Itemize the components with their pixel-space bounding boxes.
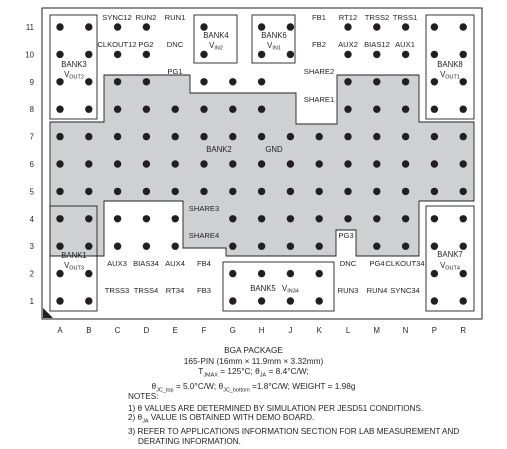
column-labels — [57, 326, 466, 335]
ball-G5 — [229, 188, 236, 195]
row-label-4: 4 — [29, 214, 34, 224]
ball-M4 — [373, 215, 380, 222]
pin-label-pg1: PG1 — [167, 67, 183, 76]
ball-B11 — [85, 23, 92, 30]
row-label-9: 9 — [29, 77, 34, 87]
ball-J2 — [287, 270, 294, 277]
pin-label-run2: RUN2 — [135, 13, 157, 22]
ball-R1 — [460, 297, 467, 304]
note-1: 1) θ VALUES ARE DETERMINED BY SIMULATION PER JESD51 CONDITIONS. — [128, 403, 424, 413]
note-3-cont: DERATING INFORMATION. — [138, 437, 241, 447]
caption-thermal-2: $\theta_{JC\_top} = 5.0^\circ C/W$; $\theta_{JC\_bottom} =1.8^\circ C/W$; WEIGHT = 1.98g — [151, 381, 356, 394]
ball-N3 — [402, 243, 409, 250]
ball-N8 — [402, 106, 409, 113]
ball-M6 — [373, 160, 380, 167]
package-caption — [0, 345, 507, 396]
column-label-H: H — [258, 326, 265, 335]
row-label-10: 10 — [25, 50, 34, 60]
pin-label-trss4: TRSS4 — [133, 286, 159, 295]
ball-B2 — [85, 270, 92, 277]
pin-label-share2: SHARE2 — [303, 67, 335, 76]
ball-H9 — [258, 78, 265, 85]
bank8-voltage: VOUT1 — [440, 70, 460, 81]
ball-E8 — [172, 106, 179, 113]
ball-R4 — [460, 215, 467, 222]
ball-N11 — [402, 23, 409, 30]
ball-G9 — [229, 78, 236, 85]
caption-dimensions: 165-PIN (16mm × 11.9mm × 3.32mm) — [183, 355, 324, 366]
ball-H4 — [258, 215, 265, 222]
ball-C9 — [114, 78, 121, 85]
ball-F11 — [200, 23, 207, 30]
ball-A3 — [56, 243, 63, 250]
ball-A5 — [56, 188, 63, 195]
pin-label-bias12: BIAS12 — [364, 40, 390, 49]
column-label-J: J — [288, 326, 293, 335]
ball-B4 — [85, 215, 92, 222]
ball-R8 — [460, 106, 467, 113]
pin-label-trss2: TRSS2 — [364, 13, 390, 22]
ball-B10 — [85, 51, 92, 58]
bank5-label: BANK5 — [250, 284, 276, 293]
column-label-R: R — [460, 326, 467, 335]
ball-A1 — [56, 297, 63, 304]
ball-E6 — [172, 160, 179, 167]
column-label-E: E — [172, 326, 178, 335]
ball-J11 — [287, 23, 294, 30]
ball-A8 — [56, 106, 63, 113]
pin-label-aux1: AUX1 — [395, 40, 415, 49]
pin-label-fb1: FB1 — [312, 13, 326, 22]
gnd-label: GND — [265, 145, 283, 154]
ball-D11 — [143, 23, 150, 30]
ball-A11 — [56, 23, 63, 30]
ball-D4 — [143, 215, 150, 222]
ball-A4 — [56, 215, 63, 222]
ball-R5 — [460, 188, 467, 195]
bank7-label: BANK7 — [437, 250, 463, 259]
ball-G3 — [229, 243, 236, 250]
ball-F10 — [200, 51, 207, 58]
ball-E7 — [172, 133, 179, 140]
row-label-8: 8 — [29, 105, 34, 115]
ball-L4 — [344, 215, 351, 222]
ball-R7 — [460, 133, 467, 140]
ball-D8 — [143, 106, 150, 113]
ball-L7 — [344, 133, 351, 140]
column-label-C: C — [114, 326, 121, 335]
ball-M3 — [373, 243, 380, 250]
ball-A2 — [56, 270, 63, 277]
ball-M9 — [373, 78, 380, 85]
ball-F6 — [200, 160, 207, 167]
ball-M8 — [373, 106, 380, 113]
ball-P5 — [431, 188, 438, 195]
note-3: 3) REFER TO APPLICATIONS INFORMATION SECTION FOR LAB MEASUREMENT AND — [128, 427, 460, 437]
ball-N10 — [402, 51, 409, 58]
ball-A9 — [56, 78, 63, 85]
ball-J1 — [287, 297, 294, 304]
notes — [128, 392, 459, 447]
ball-R2 — [460, 270, 467, 277]
ball-H3 — [258, 243, 265, 250]
ball-P9 — [431, 78, 438, 85]
ball-P8 — [431, 106, 438, 113]
column-label-G: G — [229, 326, 236, 335]
pin-label-clkout34: CLKOUT34 — [385, 259, 425, 268]
ball-A7 — [56, 133, 63, 140]
bank4-label: BANK4 — [203, 31, 229, 40]
ball-J6 — [287, 160, 294, 167]
ball-B3 — [85, 243, 92, 250]
ball-G7 — [229, 133, 236, 140]
ball-K3 — [316, 243, 323, 250]
bank4-voltage: VIN2 — [209, 41, 223, 52]
row-label-2: 2 — [29, 269, 34, 279]
row-label-7: 7 — [29, 132, 34, 142]
ball-C6 — [114, 160, 121, 167]
ball-H7 — [258, 133, 265, 140]
ball-G2 — [229, 270, 236, 277]
ball-P6 — [431, 160, 438, 167]
ball-L8 — [344, 106, 351, 113]
ball-H1 — [258, 297, 265, 304]
ball-B6 — [85, 160, 92, 167]
ball-K5 — [316, 188, 323, 195]
ball-H2 — [258, 270, 265, 277]
ball-C8 — [114, 106, 121, 113]
ball-F5 — [200, 188, 207, 195]
ball-E3 — [172, 243, 179, 250]
pin-label-clkout12: CLKOUT12 — [97, 40, 137, 49]
bank6-label: BANK6 — [261, 31, 287, 40]
pin-label-fb2: FB2 — [312, 40, 326, 49]
column-label-K: K — [316, 326, 322, 335]
ball-C10 — [114, 51, 121, 58]
ball-D10 — [143, 51, 150, 58]
pin-label-pg2: PG2 — [138, 40, 154, 49]
ball-D5 — [143, 188, 150, 195]
ball-L9 — [344, 78, 351, 85]
ball-G4 — [229, 215, 236, 222]
column-label-A: A — [57, 326, 63, 335]
ball-L11 — [344, 23, 351, 30]
ball-R6 — [460, 160, 467, 167]
ball-L6 — [344, 160, 351, 167]
bank2-label: BANK2 — [206, 145, 232, 154]
pin-label-fb3: FB3 — [197, 286, 211, 295]
ball-E4 — [172, 215, 179, 222]
pin-label-trss1: TRSS1 — [392, 13, 418, 22]
pin-label-share3: SHARE3 — [188, 204, 220, 213]
ball-M7 — [373, 133, 380, 140]
bank3-voltage: VOUT2 — [64, 70, 84, 81]
pin-label-aux4: AUX4 — [165, 259, 185, 268]
pin-label-share1: SHARE1 — [303, 95, 335, 104]
ball-G8 — [229, 106, 236, 113]
ball-N7 — [402, 133, 409, 140]
ball-K4 — [316, 215, 323, 222]
ball-H8 — [258, 106, 265, 113]
ball-C5 — [114, 188, 121, 195]
column-label-F: F — [201, 326, 207, 335]
ball-F8 — [200, 106, 207, 113]
ball-K1 — [316, 297, 323, 304]
row-label-6: 6 — [29, 160, 34, 169]
bank1-voltage: VOUT3 — [64, 261, 84, 272]
row-label-11: 11 — [25, 23, 34, 32]
ball-A6 — [56, 160, 63, 167]
ball-J5 — [287, 188, 294, 195]
column-label-P: P — [431, 326, 438, 335]
pin-label-run4: RUN4 — [366, 286, 388, 295]
row-label-1: 1 — [29, 297, 34, 306]
bank3-label: BANK3 — [61, 60, 87, 69]
ball-J7 — [287, 133, 294, 140]
row-label-5: 5 — [29, 187, 34, 197]
ball-B5 — [85, 188, 92, 195]
ball-D9 — [143, 78, 150, 85]
ball-M5 — [373, 188, 380, 195]
ball-R11 — [460, 23, 467, 30]
bank7-voltage: VOUT4 — [440, 261, 460, 272]
ball-C3 — [114, 243, 121, 250]
ball-A10 — [56, 51, 63, 58]
ball-M11 — [373, 23, 380, 30]
row-label-3: 3 — [29, 242, 34, 252]
ball-N5 — [402, 188, 409, 195]
ball-J3 — [287, 243, 294, 250]
ball-R10 — [460, 51, 467, 58]
ball-P10 — [431, 51, 438, 58]
ball-B9 — [85, 78, 92, 85]
ball-F7 — [200, 133, 207, 140]
ball-N4 — [402, 215, 409, 222]
pin-label-pg4: PG4 — [369, 259, 385, 268]
ball-C7 — [114, 133, 121, 140]
note-2: 2) $\theta_{JA}$ VALUE IS OBTAINED WITH DEMO BOARD. — [128, 413, 315, 425]
pin-label-sync34: SYNC34 — [390, 286, 420, 295]
ball-H6 — [258, 160, 265, 167]
bank5-voltage: VIN34 — [282, 284, 299, 295]
ball-K2 — [316, 270, 323, 277]
ball-J4 — [287, 215, 294, 222]
caption-title: BGA PACKAGE — [224, 345, 283, 355]
column-label-M: M — [373, 326, 381, 335]
ball-C4 — [114, 215, 121, 222]
column-label-B: B — [86, 326, 92, 335]
ball-P2 — [431, 270, 438, 277]
ball-E5 — [172, 188, 179, 195]
ball-P4 — [431, 215, 438, 222]
ball-D3 — [143, 243, 150, 250]
ball-D6 — [143, 160, 150, 167]
ball-H5 — [258, 188, 265, 195]
bank1-label: BANK1 — [61, 251, 87, 260]
column-label-D: D — [143, 326, 150, 335]
ball-K6 — [316, 160, 323, 167]
column-label-L: L — [345, 326, 351, 335]
pin-label-rt34: RT34 — [165, 286, 185, 295]
pin-label-share4: SHARE4 — [188, 231, 220, 240]
pin-label-dnc-top: DNC — [166, 40, 184, 49]
pin-label-pg3: PG3 — [338, 231, 354, 240]
bank8-label: BANK8 — [437, 60, 463, 69]
ball-K7 — [316, 133, 323, 140]
bank6-voltage: VIN1 — [267, 41, 281, 52]
ball-B1 — [85, 297, 92, 304]
pin-label-aux3: AUX3 — [107, 259, 127, 268]
pin-label-fb4: FB4 — [197, 259, 211, 268]
ball-N9 — [402, 78, 409, 85]
ball-H10 — [258, 51, 265, 58]
ball-F9 — [200, 78, 207, 85]
ball-M10 — [373, 51, 380, 58]
pin-label-run1: RUN1 — [164, 13, 186, 22]
pin-label-trss3: TRSS3 — [104, 286, 130, 295]
ball-C11 — [114, 23, 121, 30]
pin-label-dnc-bottom: DNC — [339, 259, 357, 268]
ball-P7 — [431, 133, 438, 140]
ball-P11 — [431, 23, 438, 30]
notes-title: NOTES: — [128, 392, 159, 401]
pin-label-aux2: AUX2 — [338, 40, 358, 49]
ball-L5 — [344, 188, 351, 195]
ball-D7 — [143, 133, 150, 140]
ball-G1 — [229, 297, 236, 304]
ball-B8 — [85, 106, 92, 113]
pin-label-run3: RUN3 — [337, 286, 359, 295]
column-label-N: N — [402, 326, 409, 335]
ball-G6 — [229, 160, 236, 167]
ball-N6 — [402, 160, 409, 167]
pin-label-bias34: BIAS34 — [133, 259, 159, 268]
pin-label-rt12: RT12 — [338, 13, 358, 22]
ball-J10 — [287, 51, 294, 58]
caption-thermal-1: $T_{JMAX} = 125^\circ C$; $\theta_{JA} = 8.4^\circ C/W$; — [198, 366, 309, 379]
ball-P1 — [431, 297, 438, 304]
ball-R9 — [460, 78, 467, 85]
pin-label-sync12: SYNC12 — [102, 13, 132, 22]
ball-L10 — [344, 51, 351, 58]
ball-H11 — [258, 23, 265, 30]
ball-B7 — [85, 133, 92, 140]
row-labels — [25, 23, 34, 306]
ball-R3 — [460, 243, 467, 250]
ball-P3 — [431, 243, 438, 250]
